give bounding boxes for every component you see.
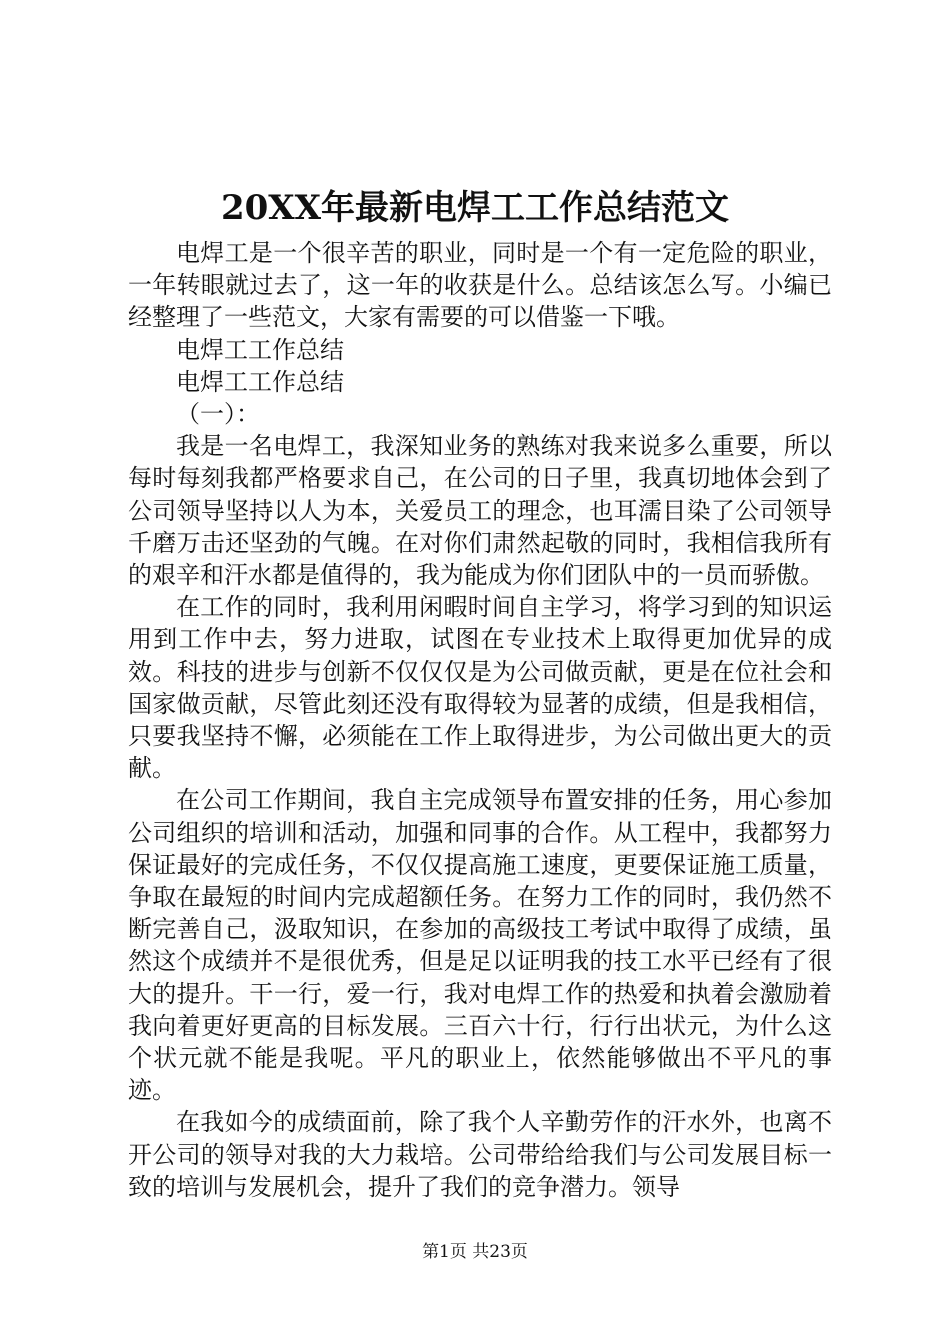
paragraph-section-marker: （一）： [176, 400, 260, 429]
paragraph-body-3: 在公司工作期间，我自主完成领导布置安排的任务，用心参加公司组织的培训和活动，加强和同事的合作。从工程中，我都努力保证最好的完成任务，不仅仅提高施工速度，更要保证施工质量，争取在最短的时间内完成超额任务。在努力工作的同时，我仍然不断完善自己，汲取知识，在参加的高级技工考试中取得了成绩，虽然这个成绩并不是很优秀，但是足以证明我的技工水平已经有了很大的提升。干一行，爱一行，我对电焊工作的热爱和执着会激励着我向着更好更高的目标发展。三百六十行，行行出状元，为什么这个状元就不能是我呢。平凡的职业上，依然能够做出不平凡的事迹。 [128, 786, 832, 1105]
paragraph-subheading-1: 电焊工工作总结 [176, 335, 344, 364]
document-body [128, 237, 832, 1203]
paragraph-subheading-2: 电焊工工作总结 [176, 367, 344, 396]
page-number-footer: 第1页 共23页 [422, 1242, 528, 1262]
paragraph-body-4: 在我如今的成绩面前，除了我个人辛勤劳作的汗水外，也离不开公司的领导对我的大力栽培。公司带给给我们与公司发展目标一致的培训与发展机会，提升了我们的竞争潜力。领导 [128, 1108, 832, 1201]
paragraph-intro: 电焊工是一个很辛苦的职业，同时是一个有一定危险的职业，一年转眼就过去了，这一年的收获是什么。总结该怎么写。小编已经整理了一些范文，大家有需要的可以借鉴一下哦。 [128, 239, 832, 332]
paragraph-body-1: 我是一名电焊工，我深知业务的熟练对我来说多么重要，所以每时每刻我都严格要求自己，在公司的日子里，我真切地体会到了公司领导坚持以人为本，关爱员工的理念，也耳濡目染了公司领导千磨万击还坚劲的气魄。在对你们肃然起敬的同时，我相信我所有的艰辛和汗水都是值得的，我为能成为你们团队中的一员而骄傲。 [128, 432, 832, 590]
document-title: 20XX年最新电焊工工作总结范文 [220, 188, 730, 228]
paragraph-body-2: 在工作的同时，我利用闲暇时间自主学习，将学习到的知识运用到工作中去，努力进取，试图在专业技术上取得更加优异的成效。科技的进步与创新不仅仅仅是为公司做贡献，更是在位社会和国家做贡献，尽管此刻还没有取得较为显著的成绩，但是我相信，只要我坚持不懈，必须能在工作上取得进步，为公司做出更大的贡献。 [128, 593, 832, 783]
